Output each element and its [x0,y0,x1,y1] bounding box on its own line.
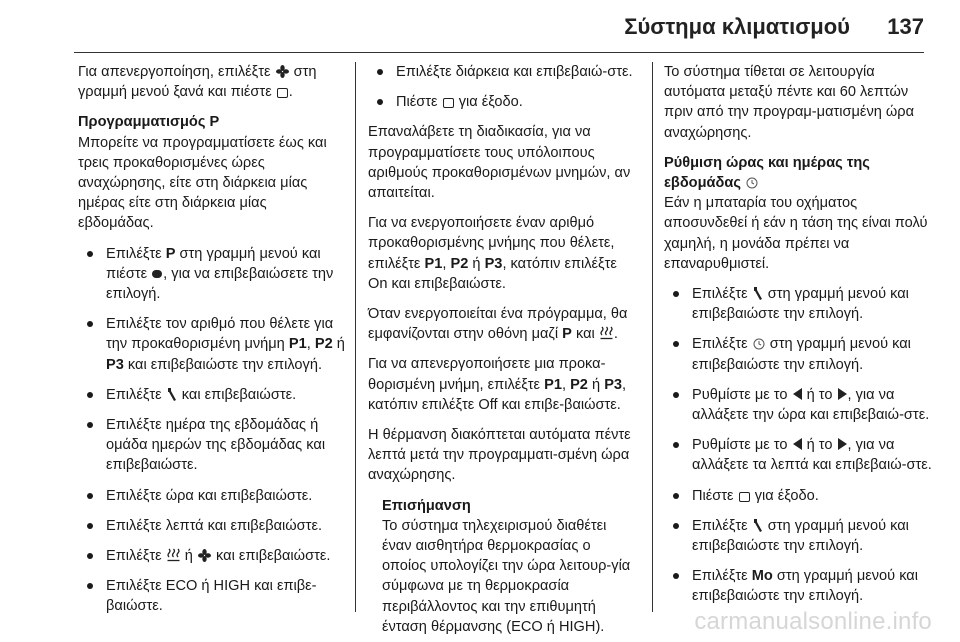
wrench-icon [753,286,763,300]
confirm-button-icon [152,270,162,278]
note-box [368,496,636,637]
list-item: Επιλέξτε στη γραμμή μενού και επιβεβαιώστε την επιλογή. [664,284,932,324]
paragraph: Για απενεργοποίηση, επιλέξτε στη γραμμή μενού ξανά και πιέστε . [78,64,317,101]
list-item: Ρυθμίστε με το ή το , για να αλλάξετε τα λεπτά και επιβεβαιώ-στε. [664,435,932,475]
back-button-icon [277,88,288,98]
list-item: Επιλέξτε στη γραμμή μενού και επιβεβαιώστε την επιλογή. [664,334,932,374]
list-item: Επιλέξτε ώρα και επιβεβαιώστε. [78,486,346,506]
note-title: Επισήμανση [382,497,471,514]
page-number: 137 [887,14,924,39]
clock-icon [753,338,765,350]
list-item: Επιλέξτε λεπτά και επιβεβαιώστε. [78,516,346,536]
list-item: Επιλέξτε ή και επιβεβαιώστε. [78,546,346,566]
paragraph: Μπορείτε να προγραμματίσετε έως και τρεις προκαθορισμένες ώρες αναχώρησης, είτε στη διάρκεια μίας ημέρας είτε στη διάρκεια μίας εβδομάδας. [78,134,327,232]
paragraph: Το σύστημα τίθεται σε λειτουργία αυτόματα μεταξύ πέντε και 60 λεπτών πριν από την προγραμ-ματισμένη ώρα αναχώρησης. [664,64,915,141]
right-arrow-icon [838,388,847,400]
column-divider [355,62,356,612]
list-item: Επιλέξτε στη γραμμή μενού και επιβεβαιώστε την επιλογή. [664,516,932,556]
steps-list [78,244,346,617]
section-heading: Προγραμματισμός P [78,114,220,131]
fan-icon [276,65,289,78]
back-button-icon [739,492,750,502]
clock-icon [746,177,758,189]
paragraph: Όταν ενεργοποιείται ένα πρόγραμμα, θα εμφανίζονται στην οθόνη μαζί P και . [368,306,628,343]
column-3 [664,62,932,617]
list-item: Επιλέξτε διάρκεια και επιβεβαιώ-στε. [368,62,636,82]
steps-list [664,284,932,607]
list-item: Επιλέξτε και επιβεβαιώστε. [78,385,346,405]
note-text: Το σύστημα τηλεχειρισμού διαθέτει έναν αισθητήρα θερμοκρασίας ο οποίος υπολογίζει την ώρα λειτουρ-γία σύμφωνα με τη θερμοκρασία περιβάλλοντος και την επιθυμητή ένταση θέρμανσης (ECO ή HIGH). [382,517,631,635]
list-item: Επιλέξτε ECO ή HIGH και επιβε-βαιώστε. [78,576,346,616]
left-arrow-icon [793,438,802,450]
left-arrow-icon [793,388,802,400]
list-item: Ρυθμίστε με το ή το , για να αλλάξετε την ώρα και επιβεβαιώ-στε. [664,385,932,425]
paragraph: Επαναλάβετε τη διαδικασία, για να προγραμματίσετε τους υπόλοιπους αριθμούς προκαθορισμένων μνημών, αν απαιτείται. [368,124,631,202]
wrench-icon [167,387,177,401]
wrench-icon [753,518,763,532]
paragraph: Η θέρμανση διακόπτεται αυτόματα πέντε λεπτά μετά την προγραμματι-σμένη ώρα αναχώρησης. [368,427,631,484]
section-heading: Ρύθμιση ώρας και ημέρας της εβδομάδας [664,154,870,192]
fan-icon [198,549,211,562]
back-button-icon [443,98,454,108]
page-header [0,0,960,52]
paragraph: Για να απενεργοποιήσετε μια προκα-θορισμένη μνήμη, επιλέξτε P1, P2 ή P3, κατόπιν επιλέξτε Off και επιβε-βαιώστε. [368,356,627,413]
right-arrow-icon [838,438,847,450]
column-2 [368,62,636,637]
column-1 [78,62,346,627]
paragraph: Εάν η μπαταρία του οχήματος αποσυνδεθεί ή εάν η τάση της είναι πολύ χαμηλή, η μονάδα πρέπει να επαναρυθμιστεί. [664,195,928,272]
list-item: Πιέστε για έξοδο. [664,486,932,506]
list-item: Επιλέξτε Mo στη γραμμή μενού και επιβεβαιώστε την επιλογή. [664,566,932,606]
heater-icon [600,326,613,340]
heater-icon [167,548,180,562]
page-title: Σύστημα κλιματισμού [624,14,850,39]
list-item: Επιλέξτε ημέρα της εβδομάδας ή ομάδα ημερών της εβδομάδας και επιβεβαιώστε. [78,415,346,476]
list-item: Επιλέξτε τον αριθμό που θέλετε για την προκαθορισμένη μνήμη P1, P2 ή P3 και επιβεβαιώστε την επιλογή. [78,314,346,375]
list-item: Πιέστε για έξοδο. [368,92,636,112]
watermark: carmanualsonline.info [694,608,932,635]
header-rule [74,52,924,53]
column-divider [652,62,653,612]
steps-list [368,62,636,112]
paragraph: Για να ενεργοποιήσετε έναν αριθμό προκαθορισμένης μνήμης που θέλετε, επιλέξτε P1, P2 ή P3, κατόπιν επιλέξτε On και επιβεβαιώστε. [368,215,617,292]
list-item: Επιλέξτε P στη γραμμή μενού και πιέστε , για να επιβεβαιώσετε την επιλογή. [78,244,346,305]
